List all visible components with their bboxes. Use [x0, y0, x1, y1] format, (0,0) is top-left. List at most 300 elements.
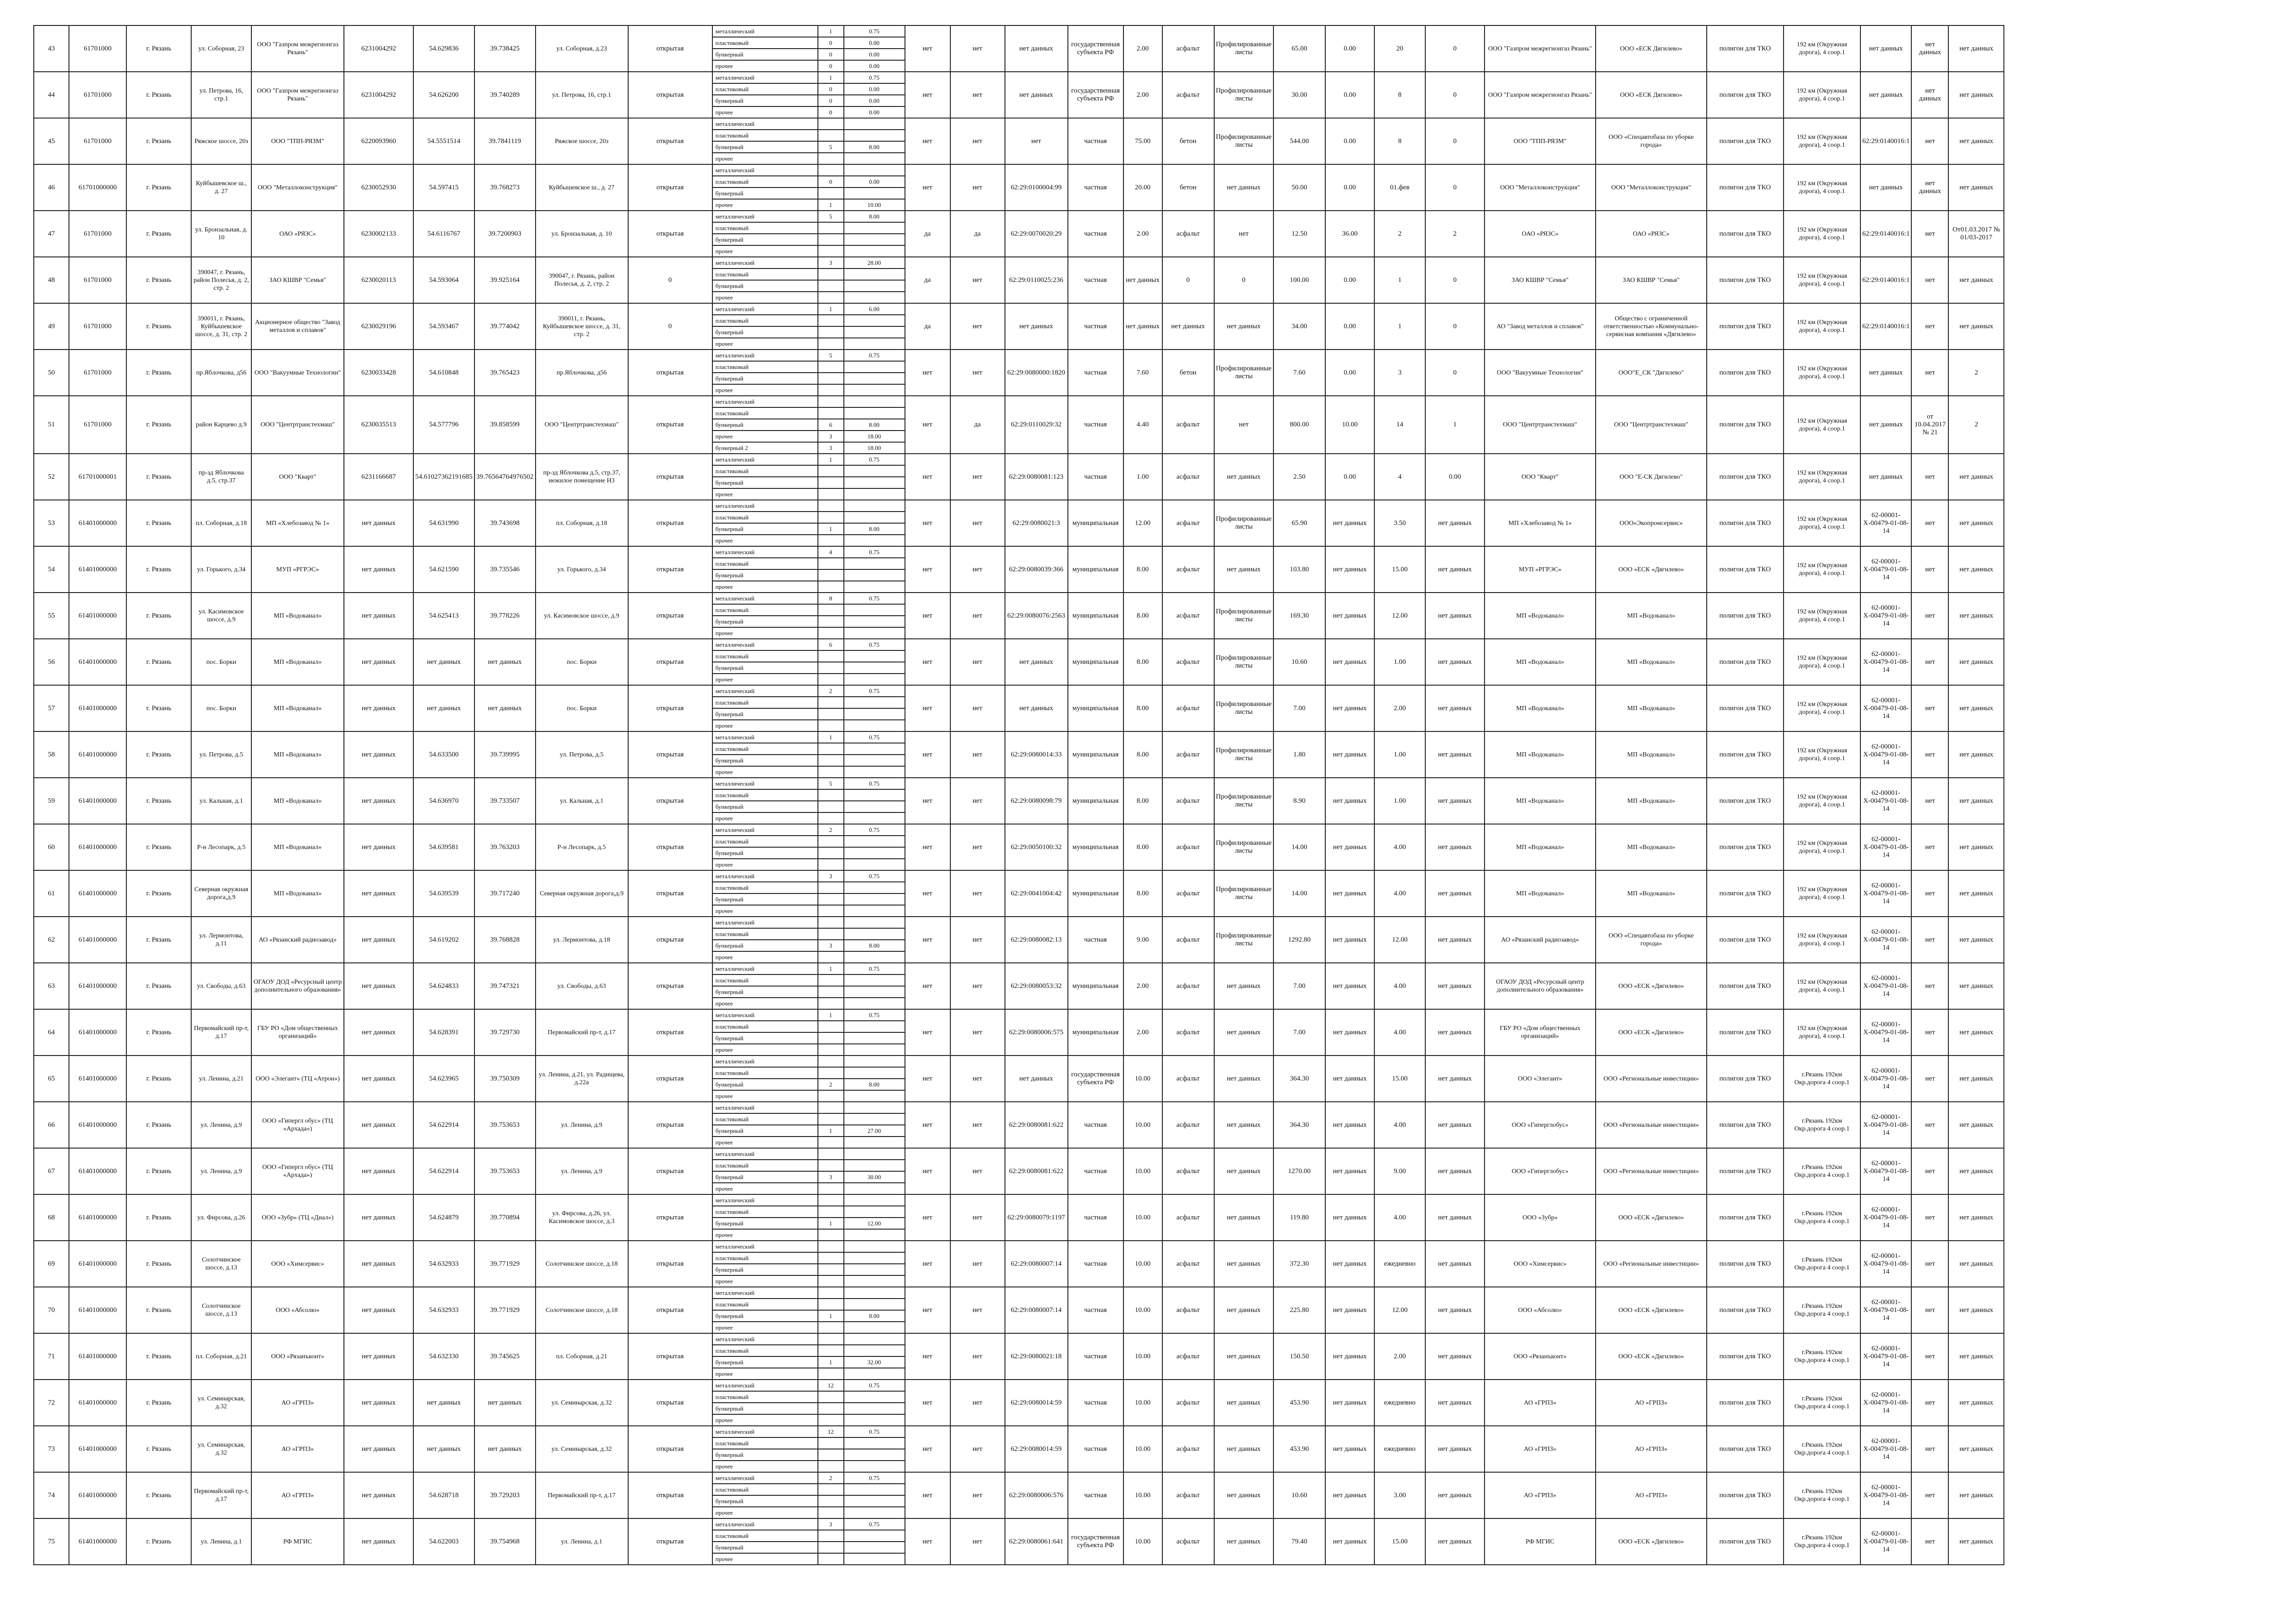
container-type-label: бункерный — [712, 986, 818, 998]
cell-d2: нет — [1911, 639, 1948, 685]
container-volume — [844, 1032, 905, 1044]
cell-owner: МП «Водоканал» — [251, 824, 344, 870]
container-type-label: бункерный — [712, 523, 818, 535]
cell-owner: ОГАОУ ДОД «Ресурсный центр дополнительного образования» — [251, 963, 344, 1009]
cell-inn: нет данных — [344, 917, 413, 963]
cell-inn: 6230020113 — [344, 257, 413, 303]
cell-addr2: пл. Соборная, д.21 — [536, 1333, 628, 1380]
cell-fence: нет — [905, 546, 950, 593]
cell-place: г.Рязань 192км Окр.дорога 4 соор.1 — [1784, 1380, 1860, 1426]
cell-surf: асфальт — [1162, 396, 1214, 454]
cell-lat: 54.628718 — [413, 1472, 474, 1518]
cell-v1: 1.80 — [1273, 731, 1325, 778]
cell-type: открытая — [628, 1472, 712, 1518]
cell-d1: 62-00001-Х-00479-01-08-14 — [1860, 1380, 1912, 1426]
cell-d1: 62-00001-Х-00479-01-08-14 — [1860, 1333, 1912, 1380]
cell-src: АО «ГРПЗ» — [1485, 1426, 1596, 1472]
container-count: 2 — [818, 685, 844, 697]
cell-d3: нет данных — [1948, 1056, 2004, 1102]
container-count: 3 — [818, 1518, 844, 1530]
cell-n: 68 — [34, 1194, 69, 1241]
cell-d1: 62-00001-Х-00479-01-08-14 — [1860, 685, 1912, 731]
cell-type: открытая — [628, 685, 712, 731]
table-row — [34, 72, 2004, 83]
cell-owner: РФ МГИС — [251, 1518, 344, 1565]
cell-surf: асфальт — [1162, 731, 1214, 778]
cell-n: 50 — [34, 350, 69, 396]
container-count: 5 — [818, 211, 844, 222]
container-volume — [844, 1322, 905, 1333]
cell-v4: нет данных — [1425, 1148, 1485, 1194]
cell-cover: нет — [950, 1148, 1005, 1194]
cell-v4: нет данных — [1425, 1102, 1485, 1148]
cell-dst: полигон для ТКО — [1707, 303, 1784, 350]
cell-cover: нет — [950, 870, 1005, 917]
cell-cad: 62:29:0080053:32 — [1005, 963, 1068, 1009]
cell-d2: нет — [1911, 778, 1948, 824]
cell-area: 10.00 — [1123, 1148, 1162, 1194]
container-count — [818, 1252, 844, 1264]
container-count: 1 — [818, 454, 844, 465]
container-count: 3 — [818, 257, 844, 269]
container-type-label: металлический — [712, 778, 818, 789]
container-volume — [844, 1495, 905, 1507]
cell-inn: нет данных — [344, 1518, 413, 1565]
cell-d3: нет данных — [1948, 639, 2004, 685]
container-count — [818, 720, 844, 731]
cell-d3: нет данных — [1948, 917, 2004, 963]
container-type-label: прочее — [712, 1461, 818, 1472]
cell-area: 10.00 — [1123, 1518, 1162, 1565]
container-type-label: прочее — [712, 535, 818, 546]
cell-addr: Куйбышевское ш., д. 27 — [191, 164, 251, 211]
cell-cover: нет — [950, 593, 1005, 639]
container-type-label: прочее — [712, 720, 818, 731]
cell-place: 192 км (Окружная дорога), 4 соор.1 — [1784, 257, 1860, 303]
cell-v4: нет данных — [1425, 1518, 1485, 1565]
container-volume: 0.75 — [844, 1426, 905, 1437]
cell-lon: нет данных — [474, 1426, 536, 1472]
cell-mat: нет данных — [1214, 546, 1273, 593]
container-type-label: бункерный — [712, 1449, 818, 1461]
cell-fence: нет — [905, 731, 950, 778]
container-volume — [844, 1461, 905, 1472]
container-type-label: бункерный — [712, 1171, 818, 1183]
cell-lon: 39.778226 — [474, 593, 536, 639]
cell-lat: 54.622003 — [413, 1518, 474, 1565]
container-count: 8 — [818, 593, 844, 604]
cell-city: г. Рязань — [126, 731, 191, 778]
container-type-label: бункерный — [712, 1079, 818, 1090]
cell-v1: 225.80 — [1273, 1287, 1325, 1333]
container-count: 5 — [818, 141, 844, 153]
container-volume: 0.00 — [844, 106, 905, 118]
container-count — [818, 569, 844, 581]
cell-addr: Северная окружная дорога,д.9 — [191, 870, 251, 917]
cell-v1: 14.00 — [1273, 870, 1325, 917]
cell-mat: нет данных — [1214, 303, 1273, 350]
cell-oktmo: 61401000000 — [69, 639, 126, 685]
cell-src: ООО "ТПП-РЯЗМ" — [1485, 118, 1596, 164]
cell-addr2: ул. Лермонтова, д.18 — [536, 917, 628, 963]
container-count — [818, 604, 844, 616]
cell-own: государственная субъекта РФ — [1068, 72, 1123, 118]
container-count — [818, 1495, 844, 1507]
table-row — [34, 824, 2004, 836]
container-count — [818, 164, 844, 176]
cell-cad: 62:29:0080082:13 — [1005, 917, 1068, 963]
container-count — [818, 1553, 844, 1565]
cell-d1: нет данных — [1860, 25, 1912, 72]
container-volume — [844, 1241, 905, 1252]
table-row — [34, 1380, 2004, 1391]
container-count — [818, 1403, 844, 1414]
cell-inn: нет данных — [344, 778, 413, 824]
container-volume — [844, 280, 905, 292]
cell-cover: нет — [950, 72, 1005, 118]
cell-city: г. Рязань — [126, 1426, 191, 1472]
cell-mat: нет данных — [1214, 454, 1273, 500]
cell-src: ООО «Гиперглобус» — [1485, 1102, 1596, 1148]
container-volume — [844, 882, 905, 893]
cell-d3: нет данных — [1948, 778, 2004, 824]
container-volume: 12.00 — [844, 1218, 905, 1229]
container-type-label: бункерный — [712, 1310, 818, 1322]
cell-n: 59 — [34, 778, 69, 824]
container-count — [818, 1264, 844, 1275]
cell-v4: 0 — [1425, 25, 1485, 72]
container-count — [818, 477, 844, 488]
table-row — [34, 731, 2004, 743]
cell-place: 192 км (Окружная дорога), 4 соор.1 — [1784, 211, 1860, 257]
cell-oktmo: 61401000000 — [69, 731, 126, 778]
cell-d1: 62-00001-Х-00479-01-08-14 — [1860, 500, 1912, 546]
cell-area: 8.00 — [1123, 824, 1162, 870]
cell-src: ГБУ РО «Дом общественных организаций» — [1485, 1009, 1596, 1056]
cell-own: муниципальная — [1068, 870, 1123, 917]
cell-d1: 62-00001-Х-00479-01-08-14 — [1860, 1102, 1912, 1148]
container-count — [818, 1299, 844, 1310]
cell-cad: 62:29:0080000:1820 — [1005, 350, 1068, 396]
cell-addr: пл. Соборная, д.18 — [191, 500, 251, 546]
container-type-label: бункерный — [712, 893, 818, 905]
cell-place: г.Рязань 192км Окр.дорога 4 соор.1 — [1784, 1287, 1860, 1333]
container-count: 1 — [818, 199, 844, 211]
cell-surf: асфальт — [1162, 870, 1214, 917]
cell-lon: 39.768273 — [474, 164, 536, 211]
container-count: 1 — [818, 1310, 844, 1322]
cell-d1: нет данных — [1860, 164, 1912, 211]
container-count — [818, 269, 844, 280]
cell-v4: 0 — [1425, 303, 1485, 350]
cell-place: 192 км (Окружная дорога), 4 соор.1 — [1784, 72, 1860, 118]
cell-fence: да — [905, 257, 950, 303]
cell-city: г. Рязань — [126, 257, 191, 303]
cell-n: 64 — [34, 1009, 69, 1056]
cell-v2: нет данных — [1325, 1194, 1374, 1241]
cell-fence: нет — [905, 164, 950, 211]
container-volume — [844, 1403, 905, 1414]
cell-n: 44 — [34, 72, 69, 118]
cell-v2: нет данных — [1325, 639, 1374, 685]
cell-surf: асфальт — [1162, 963, 1214, 1009]
container-type-label: пластиковый — [712, 1021, 818, 1032]
cell-v3: 15.00 — [1374, 1056, 1425, 1102]
cell-addr2: ул. Горького, д.34 — [536, 546, 628, 593]
cell-dst: полигон для ТКО — [1707, 350, 1784, 396]
container-count — [818, 1148, 844, 1160]
cell-v1: 79.40 — [1273, 1518, 1325, 1565]
cell-v3: 3.50 — [1374, 500, 1425, 546]
cell-owner: ООО "Газпром межрегионгаз Рязань" — [251, 72, 344, 118]
container-count — [818, 130, 844, 141]
container-volume — [844, 928, 905, 940]
table-row — [34, 546, 2004, 558]
container-type-label: прочее — [712, 1137, 818, 1148]
cell-n: 73 — [34, 1426, 69, 1472]
cell-v2: нет данных — [1325, 963, 1374, 1009]
cell-oktmo: 61401000000 — [69, 1333, 126, 1380]
container-volume — [844, 465, 905, 477]
cell-cover: нет — [950, 350, 1005, 396]
container-volume: 0.75 — [844, 778, 905, 789]
cell-cad: 62:29:0050100:32 — [1005, 824, 1068, 870]
container-type-label: пластиковый — [712, 650, 818, 662]
container-count — [818, 1160, 844, 1171]
cell-addr: ул. Лермонтова, д.11 — [191, 917, 251, 963]
container-volume — [844, 373, 905, 384]
cell-d1: 62:29:0140016:1 — [1860, 257, 1912, 303]
container-volume — [844, 1137, 905, 1148]
cell-d3: нет данных — [1948, 1148, 2004, 1194]
cell-v1: 119.80 — [1273, 1194, 1325, 1241]
container-count — [818, 1507, 844, 1518]
cell-dst: полигон для ТКО — [1707, 639, 1784, 685]
cell-inn: нет данных — [344, 1056, 413, 1102]
cell-d2: нет — [1911, 257, 1948, 303]
cell-dst: полигон для ТКО — [1707, 72, 1784, 118]
cell-v4: 0.00 — [1425, 454, 1485, 500]
cell-lon: 39.754968 — [474, 1518, 536, 1565]
cell-d1: 62-00001-Х-00479-01-08-14 — [1860, 963, 1912, 1009]
cell-owner: ООО «Зубр» (ТЦ «Диал») — [251, 1194, 344, 1241]
cell-d3: нет данных — [1948, 1009, 2004, 1056]
cell-v2: нет данных — [1325, 824, 1374, 870]
cell-own: частная — [1068, 164, 1123, 211]
cell-addr2: ул. Петрова, 16, стр.1 — [536, 72, 628, 118]
cell-fence: нет — [905, 1194, 950, 1241]
container-volume — [844, 708, 905, 720]
cell-op: МП «Водоканал» — [1596, 639, 1707, 685]
cell-src: РФ МГИС — [1485, 1518, 1596, 1565]
cell-n: 46 — [34, 164, 69, 211]
cell-mat: Профилированные листы — [1214, 25, 1273, 72]
cell-d3: нет данных — [1948, 303, 2004, 350]
container-count — [818, 1542, 844, 1553]
container-volume: 0.00 — [844, 95, 905, 106]
container-volume — [844, 1275, 905, 1287]
cell-mat: нет данных — [1214, 164, 1273, 211]
cell-lat: нет данных — [413, 685, 474, 731]
cell-dst: полигон для ТКО — [1707, 1056, 1784, 1102]
container-volume: 6.00 — [844, 303, 905, 315]
container-count — [818, 1229, 844, 1241]
container-type-label: бункерный — [712, 847, 818, 859]
container-volume — [844, 558, 905, 569]
cell-oktmo: 61701000 — [69, 118, 126, 164]
cell-lat: 54.624879 — [413, 1194, 474, 1241]
cell-v1: 12.50 — [1273, 211, 1325, 257]
container-count — [818, 1414, 844, 1426]
cell-lon: 39.735546 — [474, 546, 536, 593]
cell-cad: 62:29:0080014:33 — [1005, 731, 1068, 778]
cell-lat: 54.61027362191685 — [413, 454, 474, 500]
cell-city: г. Рязань — [126, 211, 191, 257]
container-type-label: пластиковый — [712, 1345, 818, 1356]
container-count — [818, 627, 844, 639]
cell-op: Общество с ограниченной ответственностью «Коммунально-сервисная компания «Дягилево» — [1596, 303, 1707, 350]
container-count — [818, 1333, 844, 1345]
cell-d1: 62-00001-Х-00479-01-08-14 — [1860, 1194, 1912, 1241]
cell-addr2: Первомайский пр-т, д.17 — [536, 1009, 628, 1056]
cell-owner: МП «Хлебозавод № 1» — [251, 500, 344, 546]
container-count: 6 — [818, 639, 844, 650]
cell-dst: полигон для ТКО — [1707, 454, 1784, 500]
container-type-label: пластиковый — [712, 1299, 818, 1310]
cell-addr: 390047, г. Рязань, район Полесья, д. 2, стр. 2 — [191, 257, 251, 303]
cell-place: г.Рязань 192км Окр.дорога 4 соор.1 — [1784, 1333, 1860, 1380]
cell-v1: 50.00 — [1273, 164, 1325, 211]
cell-d2: нет — [1911, 303, 1948, 350]
cell-d3: нет данных — [1948, 164, 2004, 211]
table-row — [34, 1148, 2004, 1160]
container-type-label: бункерный — [712, 1495, 818, 1507]
cell-lat: 54.622914 — [413, 1148, 474, 1194]
container-volume — [844, 1090, 905, 1102]
cell-dst: полигон для ТКО — [1707, 1102, 1784, 1148]
cell-v2: нет данных — [1325, 593, 1374, 639]
cell-lon: нет данных — [474, 1380, 536, 1426]
cell-cad: 62:29:0080014:59 — [1005, 1426, 1068, 1472]
container-volume — [844, 500, 905, 512]
container-count — [818, 951, 844, 963]
container-volume: 0.75 — [844, 72, 905, 83]
cell-v1: 10.60 — [1273, 639, 1325, 685]
cell-place: 192 км (Окружная дорога), 4 соор.1 — [1784, 778, 1860, 824]
cell-surf: асфальт — [1162, 1056, 1214, 1102]
cell-lon: 39.925164 — [474, 257, 536, 303]
cell-area: 8.00 — [1123, 546, 1162, 593]
cell-d3: нет данных — [1948, 1194, 2004, 1241]
container-type-label: прочее — [712, 1322, 818, 1333]
cell-d2: нет — [1911, 1148, 1948, 1194]
cell-src: ООО "Центртранстехмаш" — [1485, 396, 1596, 454]
container-type-label: бункерный — [712, 419, 818, 431]
cell-surf: асфальт — [1162, 1241, 1214, 1287]
container-type-label: прочее — [712, 951, 818, 963]
cell-fence: нет — [905, 396, 950, 454]
cell-addr: Солотчинское шоссе, д.13 — [191, 1241, 251, 1287]
container-volume — [844, 407, 905, 419]
cell-lon: 39.7200903 — [474, 211, 536, 257]
cell-own: государственная субъекта РФ — [1068, 1518, 1123, 1565]
cell-own: муниципальная — [1068, 685, 1123, 731]
container-volume — [844, 1345, 905, 1356]
container-volume: 0.00 — [844, 83, 905, 95]
cell-owner: ЗАО КШВР "Семья" — [251, 257, 344, 303]
container-type-label: бункерный — [712, 569, 818, 581]
container-count — [818, 1275, 844, 1287]
cell-area: 7.60 — [1123, 350, 1162, 396]
cell-lon: 39.771929 — [474, 1287, 536, 1333]
cell-city: г. Рязань — [126, 396, 191, 454]
cell-inn: 6231004292 — [344, 72, 413, 118]
cell-v3: 4.00 — [1374, 1102, 1425, 1148]
cell-type: открытая — [628, 824, 712, 870]
cell-d3: 2 — [1948, 396, 2004, 454]
cell-cover: нет — [950, 257, 1005, 303]
cell-place: г.Рязань 192км Окр.дорога 4 соор.1 — [1784, 1102, 1860, 1148]
cell-oktmo: 61401000000 — [69, 1194, 126, 1241]
cell-src: МУП «РГРЭС» — [1485, 546, 1596, 593]
cell-place: г.Рязань 192км Окр.дорога 4 соор.1 — [1784, 1194, 1860, 1241]
cell-lon: 39.765423 — [474, 350, 536, 396]
cell-v4: нет данных — [1425, 1333, 1485, 1380]
container-type-label: бункерный — [712, 49, 818, 60]
cell-owner: АО «ГРПЗ» — [251, 1426, 344, 1472]
cell-lon: 39.745625 — [474, 1333, 536, 1380]
cell-fence: нет — [905, 454, 950, 500]
cell-oktmo: 61701000 — [69, 303, 126, 350]
container-volume — [844, 1333, 905, 1345]
cell-src: ОГАОУ ДОД «Ресурсный центр дополнительного образования» — [1485, 963, 1596, 1009]
container-count — [818, 1287, 844, 1299]
cell-surf: бетон — [1162, 118, 1214, 164]
cell-d3: нет данных — [1948, 1102, 2004, 1148]
cell-city: г. Рязань — [126, 1472, 191, 1518]
cell-addr: ул. Касимовское шоссе, д.9 — [191, 593, 251, 639]
cell-v2: нет данных — [1325, 1148, 1374, 1194]
cell-place: 192 км (Окружная дорога), 4 соор.1 — [1784, 500, 1860, 546]
cell-surf: асфальт — [1162, 72, 1214, 118]
container-volume — [844, 1044, 905, 1056]
table-row — [34, 1287, 2004, 1299]
cell-cover: нет — [950, 639, 1005, 685]
container-type-label: бункерный — [712, 373, 818, 384]
cell-src: МП «Хлебозавод № 1» — [1485, 500, 1596, 546]
container-count: 1 — [818, 523, 844, 535]
container-type-label: прочее — [712, 627, 818, 639]
cell-d2: нет данных — [1911, 164, 1948, 211]
cell-cover: нет — [950, 1380, 1005, 1426]
container-type-label: пластиковый — [712, 1530, 818, 1542]
cell-src: МП «Водоканал» — [1485, 685, 1596, 731]
cell-place: 192 км (Окружная дорога), 4 соор.1 — [1784, 639, 1860, 685]
container-type-label: металлический — [712, 257, 818, 269]
container-type-label: пластиковый — [712, 222, 818, 234]
cell-dst: полигон для ТКО — [1707, 257, 1784, 303]
cell-place: 192 км (Окружная дорога), 4 соор.1 — [1784, 870, 1860, 917]
cell-v1: 7.00 — [1273, 1009, 1325, 1056]
container-volume — [844, 164, 905, 176]
container-volume — [844, 1252, 905, 1264]
container-count: 5 — [818, 778, 844, 789]
container-type-label: прочее — [712, 812, 818, 824]
cell-addr2: пос. Борки — [536, 639, 628, 685]
cell-oktmo: 61401000000 — [69, 824, 126, 870]
container-volume: 8.00 — [844, 141, 905, 153]
cell-addr: ул. Семинарская, д.32 — [191, 1380, 251, 1426]
